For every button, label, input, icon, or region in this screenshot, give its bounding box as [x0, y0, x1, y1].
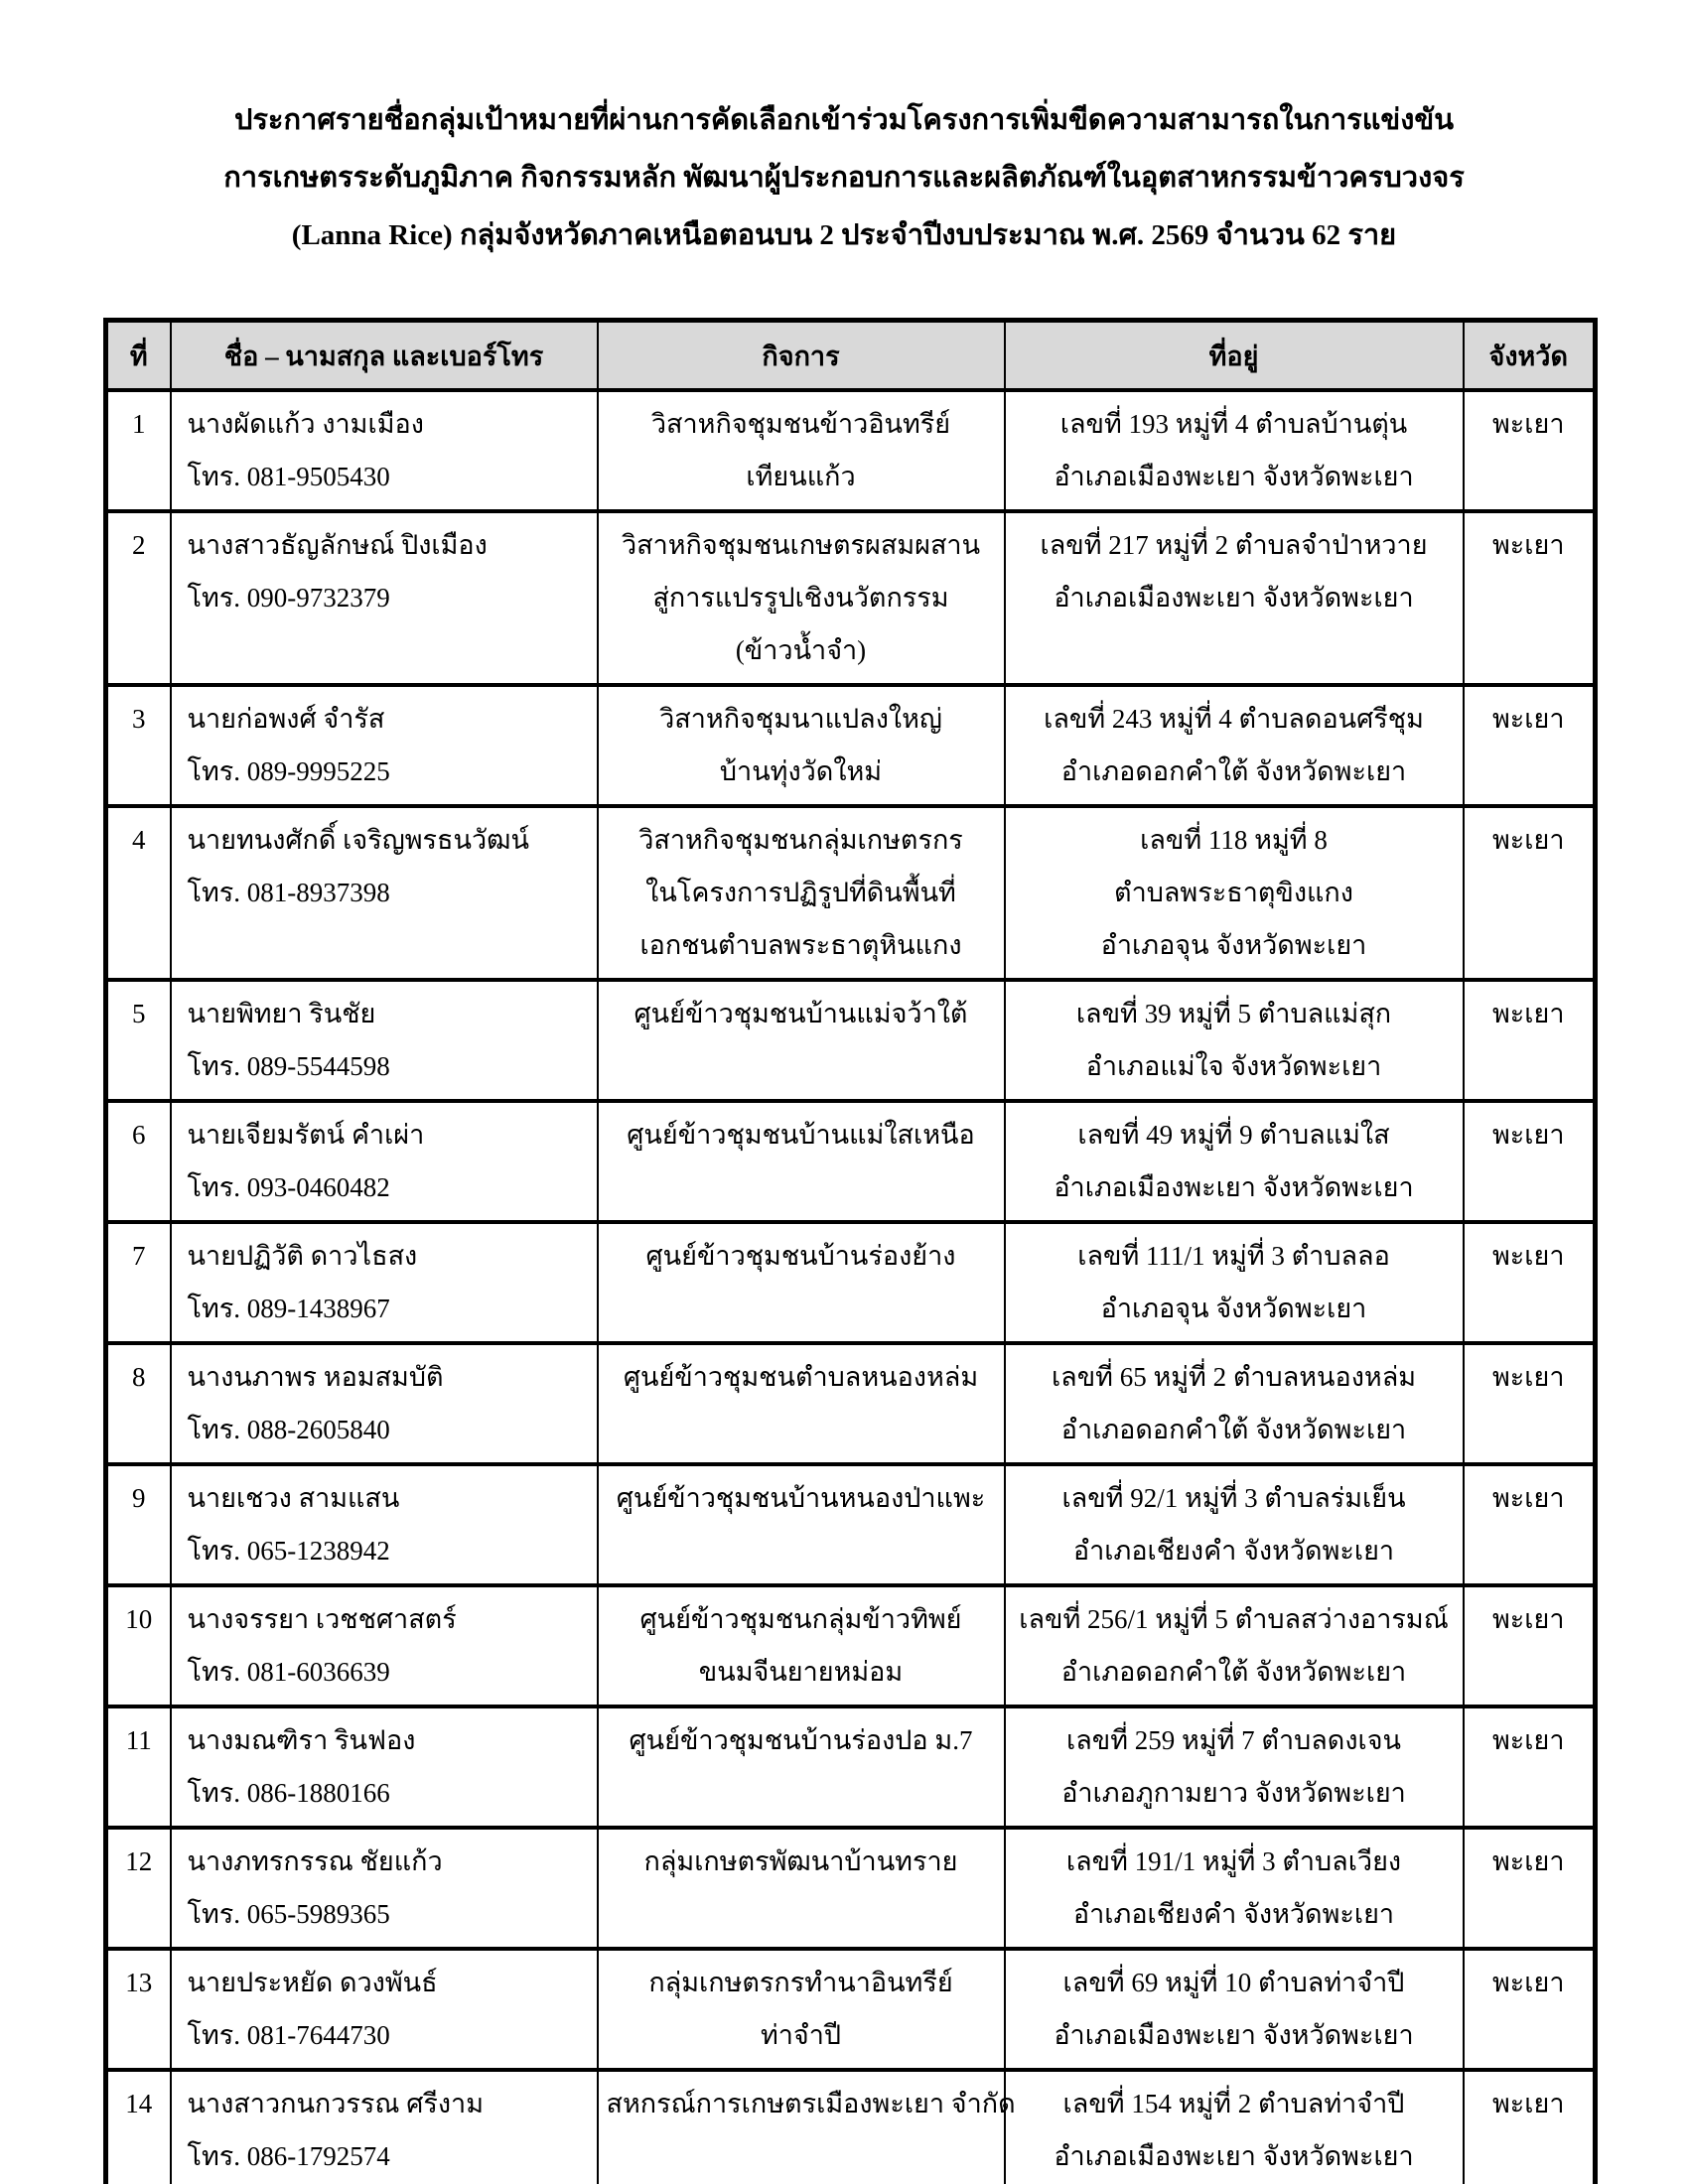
cell-line: สหกรณ์การเกษตรเมืองพะเยา จำกัด: [606, 2089, 1016, 2118]
province-cell: [1464, 1343, 1596, 1464]
cell-line: โทร. 065-5989365: [187, 1899, 390, 1929]
cell-line: เลขที่ 65 หมู่ที่ 2 ตำบลหนองหล่ม: [1051, 1362, 1417, 1392]
cell-line: ในโครงการปฏิรูปที่ดินพื้นที่: [645, 878, 956, 907]
name-phone-cell: [171, 1343, 598, 1464]
name-phone-cell: [171, 980, 598, 1101]
name-phone-cell: [171, 1585, 598, 1706]
address-cell: [1005, 511, 1464, 685]
cell-line: พะเยา: [1491, 1362, 1565, 1392]
table-row: [106, 1828, 1596, 1949]
address-cell: [1005, 1343, 1464, 1464]
cell-line: นางมณฑิรา รินฟอง: [187, 1725, 416, 1755]
cell-line: อำเภอจุน จังหวัดพะเยา: [1100, 930, 1367, 960]
cell-line: เอกชนตำบลพระธาตุหินแกง: [639, 930, 962, 960]
title-line-3: (Lanna Rice) กลุ่มจังหวัดภาคเหนือตอนบน 2 ประจำปีงบประมาณ พ.ศ. 2569 จำนวน 62 ราย: [291, 219, 1397, 251]
province-cell: [1464, 806, 1596, 980]
cell-line: ศูนย์ข้าวชุมชนบ้านแม่จว้าใต้: [633, 999, 968, 1028]
row-number-cell: [106, 1222, 171, 1343]
cell-line: เลขที่ 92/1 หมู่ที่ 3 ตำบลร่มเย็น: [1061, 1483, 1406, 1513]
business-cell: [598, 1464, 1005, 1585]
table-row: [106, 980, 1596, 1101]
row-number-cell: [106, 390, 171, 511]
row-number-cell: [106, 1464, 171, 1585]
cell-line: โทร. 088-2605840: [187, 1415, 390, 1444]
business-cell: [598, 1949, 1005, 2070]
province-cell: [1464, 1101, 1596, 1222]
cell-line: อำเภอเชียงคำ จังหวัดพะเยา: [1072, 1899, 1395, 1929]
cell-line: วิสาหกิจชุมชนเกษตรผสมผสาน: [621, 530, 981, 560]
cell-line: พะเยา: [1491, 409, 1565, 439]
name-phone-cell: [171, 685, 598, 806]
cell-line: นายพิทยา รินชัย: [187, 999, 376, 1028]
cell-line: 9: [132, 1483, 146, 1513]
table-row: [106, 1585, 1596, 1706]
header-province: จังหวัด: [1464, 321, 1596, 391]
address-cell: [1005, 806, 1464, 980]
name-phone-cell: [171, 1828, 598, 1949]
name-phone-cell: [171, 2070, 598, 2184]
cell-line: เลขที่ 193 หมู่ที่ 4 ตำบลบ้านตุ่น: [1059, 409, 1408, 439]
cell-line: กลุ่มเกษตรพัฒนาบ้านทราย: [643, 1846, 958, 1876]
cell-line: โทร. 089-5544598: [187, 1051, 390, 1081]
cell-line: โทร. 089-1438967: [187, 1294, 390, 1323]
cell-line: เลขที่ 69 หมู่ที่ 10 ตำบลท่าจำปี: [1062, 1968, 1405, 1997]
cell-line: โทร. 090-9732379: [187, 583, 390, 613]
address-cell: [1005, 1222, 1464, 1343]
cell-line: อำเภอเมืองพะเยา จังหวัดพะเยา: [1054, 1172, 1414, 1202]
cell-line: ตำบลพระธาตุขิงแกง: [1114, 878, 1353, 907]
business-cell: [598, 1222, 1005, 1343]
business-cell: [598, 685, 1005, 806]
name-phone-cell: [171, 390, 598, 511]
cell-line: โทร. 081-6036639: [187, 1657, 390, 1687]
cell-line: 3: [132, 704, 146, 734]
row-number-cell: [106, 511, 171, 685]
cell-line: โทร. 093-0460482: [187, 1172, 390, 1202]
cell-line: นายประหยัด ดวงพันธ์: [187, 1968, 438, 1997]
cell-line: เทียนแก้ว: [746, 462, 856, 491]
address-cell: [1005, 1828, 1464, 1949]
cell-line: ศูนย์ข้าวชุมชนกลุ่มข้าวทิพย์: [639, 1604, 962, 1634]
name-phone-cell: [171, 1949, 598, 2070]
address-cell: [1005, 1706, 1464, 1828]
name-phone-cell: [171, 511, 598, 685]
cell-line: พะเยา: [1491, 704, 1565, 734]
table-row: [106, 1949, 1596, 2070]
cell-line: อำเภอดอกคำใต้ จังหวัดพะเยา: [1060, 756, 1407, 786]
business-cell: [598, 1585, 1005, 1706]
cell-line: 11: [125, 1725, 152, 1755]
row-number-cell: [106, 1101, 171, 1222]
table-row: [106, 1464, 1596, 1585]
cell-line: เลขที่ 243 หมู่ที่ 4 ตำบลดอนศรีชุม: [1044, 704, 1424, 734]
table-row: [106, 1706, 1596, 1828]
cell-line: ศูนย์ข้าวชุมชนบ้านหนองป่าแพะ: [616, 1483, 986, 1513]
cell-line: เลขที่ 154 หมู่ที่ 2 ตำบลท่าจำปี: [1062, 2089, 1405, 2118]
cell-line: พะเยา: [1491, 1846, 1565, 1876]
cell-line: ท่าจำปี: [760, 2020, 842, 2050]
address-cell: [1005, 685, 1464, 806]
cell-line: 14: [125, 2089, 153, 2118]
cell-line: เลขที่ 259 หมู่ที่ 7 ตำบลดงเจน: [1065, 1725, 1402, 1755]
cell-line: อำเภอแม่ใจ จังหวัดพะเยา: [1085, 1051, 1382, 1081]
cell-line: อำเภอภูกามยาว จังหวัดพะเยา: [1061, 1778, 1406, 1808]
province-cell: [1464, 390, 1596, 511]
province-cell: [1464, 1828, 1596, 1949]
province-cell: [1464, 1222, 1596, 1343]
cell-line: โทร. 089-9995225: [187, 756, 390, 786]
cell-line: นางนภาพร หอมสมบัติ: [187, 1362, 444, 1392]
cell-line: นางสาวธัญลักษณ์ ปิงเมือง: [187, 530, 488, 560]
cell-line: (ข้าวน้ำจำ): [735, 635, 867, 665]
business-cell: [598, 390, 1005, 511]
cell-line: 13: [125, 1968, 153, 1997]
header-business: กิจการ: [598, 321, 1005, 391]
cell-line: นางผัดแก้ว งามเมือง: [187, 409, 424, 439]
cell-line: โทร. 086-1880166: [187, 1778, 390, 1808]
province-cell: [1464, 1464, 1596, 1585]
table-row: [106, 2070, 1596, 2184]
cell-line: ศูนย์ข้าวชุมชนตำบลหนองหล่ม: [623, 1362, 979, 1392]
province-cell: [1464, 1585, 1596, 1706]
cell-line: 1: [132, 409, 146, 439]
cell-line: วิสาหกิจชุมชนข้าวอินทรีย์: [650, 409, 951, 439]
cell-line: พะเยา: [1491, 1483, 1565, 1513]
address-cell: [1005, 1949, 1464, 2070]
row-number-cell: [106, 1828, 171, 1949]
cell-line: นางจรรยา เวชชศาสตร์: [187, 1604, 457, 1634]
row-number-cell: [106, 806, 171, 980]
province-cell: [1464, 980, 1596, 1101]
table-row: [106, 1343, 1596, 1464]
header-address: ที่อยู่: [1005, 321, 1464, 391]
business-cell: [598, 1101, 1005, 1222]
address-cell: [1005, 2070, 1464, 2184]
cell-line: นางภทรกรรณ ชัยแก้ว: [187, 1846, 443, 1876]
business-cell: [598, 980, 1005, 1101]
table-row: [106, 390, 1596, 511]
cell-line: ศูนย์ข้าวชุมชนบ้านแม่ใสเหนือ: [627, 1120, 975, 1150]
cell-line: พะเยา: [1491, 1968, 1565, 1997]
cell-line: อำเภอเมืองพะเยา จังหวัดพะเยา: [1054, 583, 1414, 613]
table-row: [106, 511, 1596, 685]
cell-line: เลขที่ 111/1 หมู่ที่ 3 ตำบลลอ: [1077, 1241, 1390, 1271]
cell-line: กลุ่มเกษตรกรทำนาอินทรีย์: [648, 1968, 953, 1997]
table-row: [106, 1101, 1596, 1222]
cell-line: นายทนงศักดิ์ เจริญพรธนวัฒน์: [187, 825, 529, 855]
cell-line: วิสาหกิจชุมชนกลุ่มเกษตรกร: [638, 825, 963, 855]
province-cell: [1464, 1949, 1596, 2070]
cell-line: 10: [125, 1604, 153, 1634]
cell-line: พะเยา: [1491, 2089, 1565, 2118]
cell-line: วิสาหกิจชุมนาแปลงใหญ่: [659, 704, 942, 734]
participants-table: [103, 318, 1598, 2184]
row-number-cell: [106, 2070, 171, 2184]
business-cell: [598, 2070, 1016, 2184]
cell-line: เลขที่ 39 หมู่ที่ 5 ตำบลแม่สุก: [1075, 999, 1392, 1028]
name-phone-cell: [171, 1706, 598, 1828]
province-cell: [1464, 685, 1596, 806]
cell-line: พะเยา: [1491, 825, 1565, 855]
cell-line: โทร. 081-8937398: [187, 878, 390, 907]
name-phone-cell: [171, 1222, 598, 1343]
cell-line: อำเภอดอกคำใต้ จังหวัดพะเยา: [1060, 1415, 1407, 1444]
cell-line: 8: [132, 1362, 146, 1392]
cell-line: 4: [132, 825, 146, 855]
cell-line: อำเภอเมืองพะเยา จังหวัดพะเยา: [1054, 462, 1414, 491]
cell-line: นายเจียมรัตน์ คำเผ่า: [187, 1120, 425, 1150]
cell-line: พะเยา: [1491, 1120, 1565, 1150]
business-cell: [598, 1343, 1005, 1464]
cell-line: เลขที่ 49 หมู่ที่ 9 ตำบลแม่ใส: [1077, 1120, 1390, 1150]
row-number-cell: [106, 1585, 171, 1706]
cell-line: นายก่อพงศ์ จำรัส: [187, 704, 385, 734]
table-row: [106, 685, 1596, 806]
business-cell: [598, 1706, 1005, 1828]
row-number-cell: [106, 685, 171, 806]
title-line-1: ประกาศรายชื่อกลุ่มเป้าหมายที่ผ่านการคัดเลือกเข้าร่วมโครงการเพิ่มขีดความสามารถในการแข่งขัน: [233, 104, 1455, 136]
cell-line: พะเยา: [1491, 1604, 1565, 1634]
table-row: [106, 806, 1596, 980]
row-number-cell: [106, 980, 171, 1101]
cell-line: 2: [132, 530, 146, 560]
row-number-cell: [106, 1343, 171, 1464]
cell-line: ศูนย์ข้าวชุมชนบ้านร่องปอ ม.7: [629, 1725, 973, 1755]
province-cell: [1464, 2070, 1596, 2184]
cell-line: โทร. 065-1238942: [187, 1536, 390, 1566]
row-number-cell: [106, 1949, 171, 2070]
cell-line: 6: [132, 1120, 146, 1150]
cell-line: 7: [132, 1241, 146, 1271]
province-cell: [1464, 511, 1596, 685]
cell-line: ขนมจีนยายหม่อม: [698, 1657, 904, 1687]
header-no: ที่: [106, 321, 171, 391]
business-cell: [598, 511, 1005, 685]
cell-line: เลขที่ 217 หมู่ที่ 2 ตำบลจำป่าหวาย: [1040, 530, 1428, 560]
cell-line: 5: [132, 999, 146, 1028]
cell-line: 12: [125, 1846, 153, 1876]
cell-line: โทร. 081-9505430: [187, 462, 390, 491]
cell-line: บ้านทุ่งวัดใหม่: [719, 756, 883, 786]
cell-line: โทร. 086-1792574: [187, 2141, 390, 2171]
name-phone-cell: [171, 806, 598, 980]
title-line-2: การเกษตรระดับภูมิภาค กิจกรรมหลัก พัฒนาผู้ประกอบการและผลิตภัณฑ์ในอุตสาหกรรมข้าวครบวงจร: [223, 162, 1465, 194]
cell-line: สู่การแปรรูปเชิงนวัตกรรม: [652, 583, 949, 613]
row-number-cell: [106, 1706, 171, 1828]
header-name-phone: ชื่อ – นามสกุล และเบอร์โทร: [171, 321, 598, 391]
address-cell: [1005, 980, 1464, 1101]
address-cell: [1005, 1585, 1464, 1706]
address-cell: [1005, 1464, 1464, 1585]
cell-line: ศูนย์ข้าวชุมชนบ้านร่องย้าง: [645, 1241, 956, 1271]
cell-line: เลขที่ 256/1 หมู่ที่ 5 ตำบลสว่างอารมณ์: [1019, 1604, 1449, 1634]
cell-line: นางสาวกนกวรรณ ศรีงาม: [187, 2089, 485, 2118]
address-cell: [1005, 390, 1464, 511]
business-cell: [598, 1828, 1005, 1949]
address-cell: [1005, 1101, 1464, 1222]
province-cell: [1464, 1706, 1596, 1828]
cell-line: เลขที่ 118 หมู่ที่ 8: [1140, 825, 1328, 855]
cell-line: นายเชวง สามแสน: [187, 1483, 400, 1513]
name-phone-cell: [171, 1464, 598, 1585]
cell-line: พะเยา: [1491, 999, 1565, 1028]
cell-line: พะเยา: [1491, 1725, 1565, 1755]
cell-line: นายปฏิวัติ ดาวไธสง: [187, 1241, 418, 1271]
name-phone-cell: [171, 1101, 598, 1222]
cell-line: อำเภอเชียงคำ จังหวัดพะเยา: [1072, 1536, 1395, 1566]
business-cell: [598, 806, 1005, 980]
cell-line: โทร. 081-7644730: [187, 2020, 390, 2050]
table-row: [106, 1222, 1596, 1343]
cell-line: พะเยา: [1491, 530, 1565, 560]
table-header-row: [106, 321, 1596, 391]
cell-line: เลขที่ 191/1 หมู่ที่ 3 ตำบลเวียง: [1065, 1846, 1402, 1876]
cell-line: อำเภอเมืองพะเยา จังหวัดพะเยา: [1054, 2020, 1414, 2050]
cell-line: อำเภอเมืองพะเยา จังหวัดพะเยา: [1054, 2141, 1414, 2171]
cell-line: อำเภอจุน จังหวัดพะเยา: [1100, 1294, 1367, 1323]
cell-line: พะเยา: [1491, 1241, 1565, 1271]
document-title: [0, 91, 1688, 264]
cell-line: อำเภอดอกคำใต้ จังหวัดพะเยา: [1060, 1657, 1407, 1687]
